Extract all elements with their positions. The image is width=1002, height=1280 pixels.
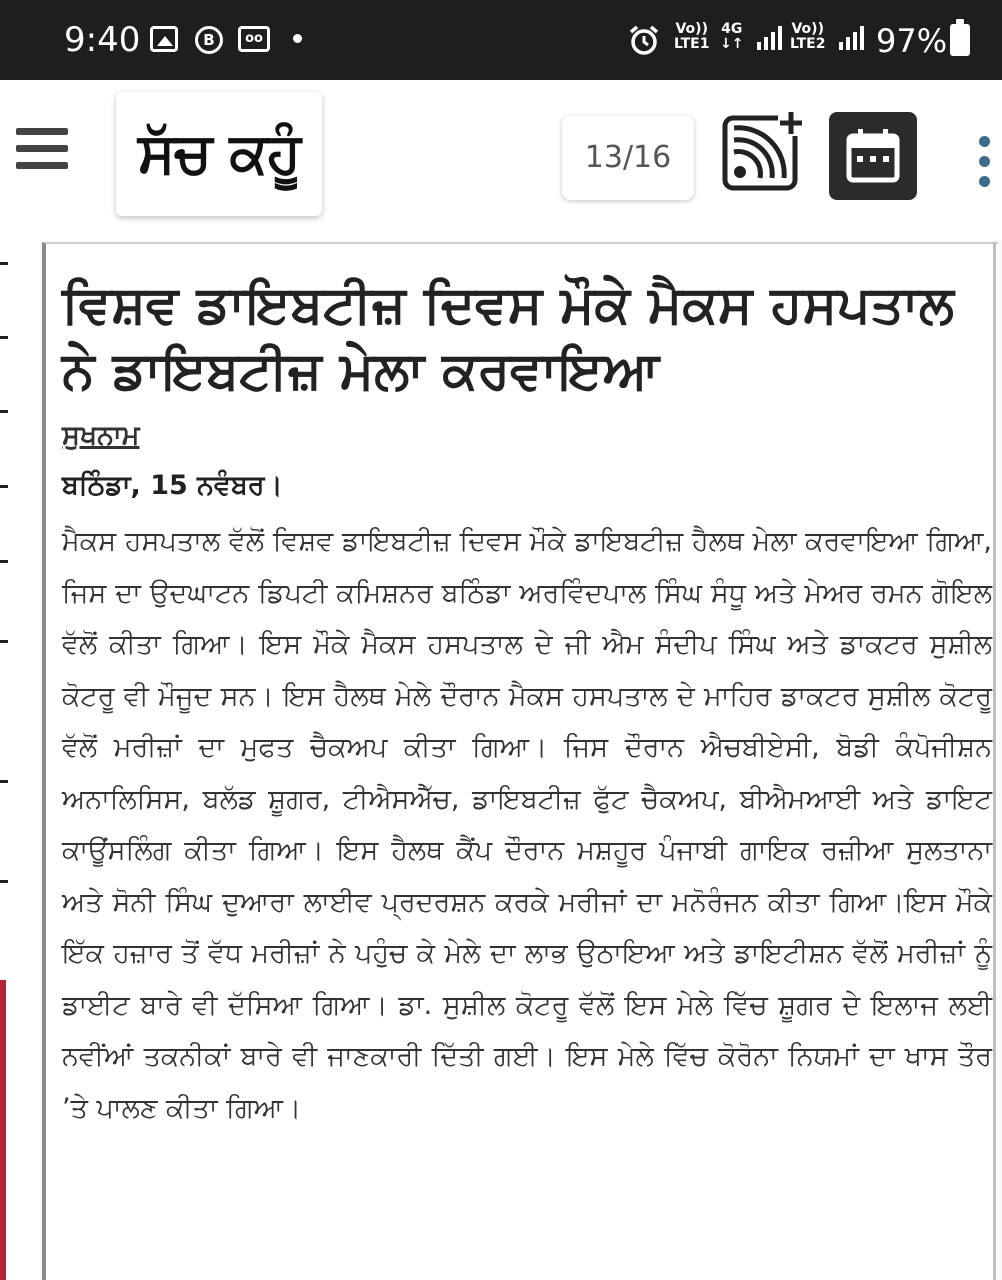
oo-badge-icon: oo bbox=[238, 26, 270, 52]
signal-icon bbox=[756, 24, 784, 52]
article-body: ਮੈਕਸ ਹਸਪਤਾਲ ਵੱਲੋਂ ਵਿਸ਼ਵ ਡਾਇਬਟੀਜ਼ ਦਿਵਸ ਮੌਕੇ ਡਾਇਬਟੀਜ਼ ਹੈਲਥ ਮੇਲਾ ਕਰਵਾਇਆ ਗਿਆ, ਜਿਸ ਦਾ ਉਦਘਾਟਨ ਡਿਪਟੀ ਕਮਿਸ਼ਨਰ ਬਠਿੰਡਾ ਅਰਵਿੰਦਪਾਲ ਸਿੰਘ ਸੰਧੂ ਅਤੇ ਮੇਅਰ ਰਮਨ ਗੋਇਲ ਵੱਲੋਂ ਕੀਤਾ ਗਿਆ। ਇਸ ਮੌਕੇ ਮੈਕਸ ਹਸਪਤਾਲ ਦੇ ਜੀ ਐਮ ਸੰਦੀਪ ਸਿੰਘ ਅਤੇ ਡਾਕਟਰ ਸੁਸ਼ੀਲ ਕੋਟਰੂ ਵੀ ਮੌਜੂਦ ਸਨ। ਇਸ ਹੈਲਥ ਮੇਲੇ ਦੌਰਾਨ ਮੈਕਸ ਹਸਪਤਾਲ ਦੇ ਮਾਹਿਰ ਡਾਕਟਰ ਸੁਸ਼ੀਲ ਕੋਟਰੂ ਵੱਲੋਂ ਮਰੀਜ਼ਾਂ ਦਾ ਮੁਫਤ ਚੈਕਅਪ ਕੀਤਾ ਗਿਆ। ਜਿਸ ਦੌਰਾਨ ਐਚਬੀਏਸੀ, ਬੋਡੀ ਕੰਪੋਜੀਸ਼ਨ ਅਨਾਲਿਸਿਸ, ਬਲੱਡ ਸ਼ੂਗਰ, ਟੀਐਸਐੱਚ, ਡਾਇਬਟੀਜ਼ ਫੁੱਟ ਚੈਕਅਪ, ਬੀਐਮਆਈ ਅਤੇ ਡਾਇਟ ਕਾਊਂਸਲਿੰਗ ਕੀਤਾ ਗਿਆ। ਇਸ ਹੈਲਥ ਕੈਂਪ ਦੌਰਾਨ ਮਸ਼ਹੂਰ ਪੰਜਾਬੀ ਗਾਇਕ ਰਜ਼ੀਆ ਸੁਲਤਾਨਾ ਅਤੇ ਸੋਨੀ ਸਿੰਘ ਦੁਆਰਾ ਲਾਈਵ ਪ੍ਰਦਰਸ਼ਨ ਕਰਕੇ ਮਰੀਜਾਂ ਦਾ ਮਨੋਰੰਜਨ ਕੀਤਾ ਗਿਆ।ਇਸ ਮੌਕੇ ਇੱਕ ਹਜ਼ਾਰ ਤੋਂ ਵੱਧ ਮਰੀਜ਼ਾਂ ਨੇ ਪਹੁੰਚ ਕੇ ਮੇਲੇ ਦਾ ਲਾਭ ਉਠਾਇਆ ਅਤੇ ਡਾਇਟੀਸ਼ਨ ਵੱਲੋਂ ਮਰੀਜ਼ਾਂ ਨੂੰ ਡਾਈਟ ਬਾਰੇ ਵੀ ਦੱਸਿਆ ਗਿਆ। ਡਾ. ਸੁਸ਼ੀਲ ਕੋਟਰੂ ਵੱਲੋਂ ਇਸ ਮੇਲੇ ਵਿੱਚ ਸ਼ੂਗਰ ਦੇ ਇਲਾਜ ਲਈ ਨਵੀਂਆਂ ਤਕਨੀਕਾਂ ਬਾਰੇ ਵੀ ਜਾਣਕਾਰੀ ਦਿੱਤੀ ਗਈ। ਇਸ ਮੇਲੇ ਵਿੱਚ ਕੋਰੋਨਾ ਨਿਯਮਾਂ ਦਾ ਖਾਸ ਤੌਰ ’ਤੇ ਪਾਲਣ ਕੀਤਾ ਗਿਆ। bbox=[62, 526, 992, 1124]
rss-add-icon[interactable] bbox=[720, 110, 804, 194]
article-headline: ਵਿਸ਼ਵ ਡਾਇਬਟੀਜ਼ ਦਿਵਸ ਮੌਕੇ ਮੈਕਸ ਹਸਪਤਾਲ ਨੇ ਡਾਇਬਟੀਜ਼ ਮੇਲਾ ਕਰਵਾਇਆ bbox=[62, 275, 954, 401]
sim1-4g-label: 4G ↓↑ bbox=[720, 21, 744, 52]
article-byline: ਸੁਖਨਾਮ bbox=[62, 420, 140, 451]
battery-icon bbox=[950, 24, 970, 56]
signal-icon bbox=[838, 24, 866, 52]
status-time: 9:40 bbox=[64, 20, 141, 60]
app-logo[interactable] bbox=[116, 92, 322, 216]
app-logo-text: ਸੱਚ ਕਹੂੰ bbox=[137, 121, 301, 186]
sim2-network-label: Vo)) LTE2 bbox=[790, 21, 826, 52]
app-header bbox=[0, 80, 1002, 240]
battery-percentage: 97% bbox=[876, 22, 948, 60]
gallery-icon bbox=[150, 26, 178, 52]
alarm-icon bbox=[628, 24, 660, 56]
article-dateline: ਬਠਿੰਡਾ, 15 ਨਵੰਬਰ। bbox=[62, 470, 283, 501]
previous-page-image-edge bbox=[0, 980, 6, 1280]
previous-page-edge[interactable] bbox=[0, 240, 40, 1280]
calendar-button[interactable] bbox=[829, 112, 917, 200]
article-clipping[interactable] bbox=[42, 242, 998, 1280]
calendar-icon bbox=[829, 112, 917, 200]
sim1-network-label: Vo)) LTE1 bbox=[674, 21, 710, 52]
more-vertical-icon[interactable] bbox=[974, 136, 994, 196]
notification-dot-icon bbox=[293, 34, 302, 43]
page-indicator[interactable]: 13/16 bbox=[562, 116, 694, 200]
menu-icon[interactable] bbox=[16, 128, 68, 172]
status-bar bbox=[0, 0, 1002, 80]
article-right-border bbox=[993, 242, 996, 1280]
b-badge-icon: B bbox=[195, 26, 223, 54]
